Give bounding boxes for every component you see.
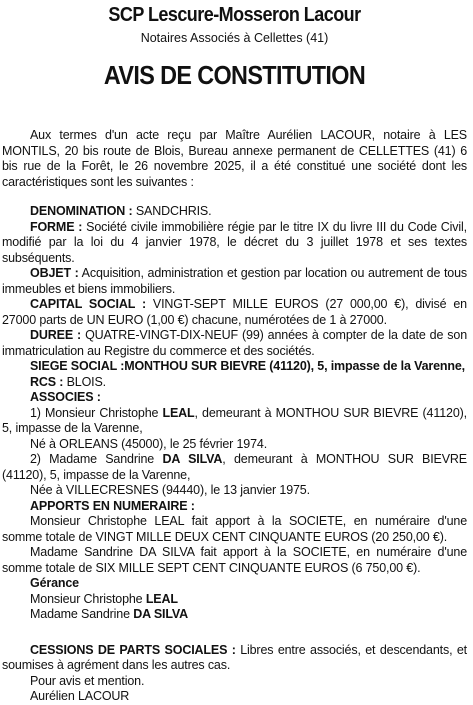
cessions-label: CESSIONS DE PARTS SOCIALES : [30, 642, 236, 657]
siege-line [2, 359, 467, 375]
associe-2-surname: DA SILVA [162, 452, 223, 466]
gerance-heading: Gérance [30, 576, 79, 590]
duree-label: DUREE : [30, 328, 82, 342]
signature: Aurélien LACOUR [30, 689, 130, 703]
objet-label: OBJET : [30, 266, 79, 280]
objet-line [2, 266, 467, 297]
closing-line: Pour avis et mention. [30, 673, 145, 688]
apport-1: Monsieur Christophe LEAL fait apport à la SOCIETE, en numéraire d'une somme totale de VINGT MILLE DEUX CENT CINQUANTE EUROS (20 250,00 €). [2, 514, 467, 544]
associes-heading: ASSOCIES : [30, 390, 101, 404]
rcs-line [2, 375, 467, 391]
firm-subtitle: Notaires Associés à Cellettes (41) [140, 31, 329, 45]
associe-1-birth: Né à ORLEANS (45000), le 25 février 1974. [30, 436, 268, 451]
forme-label: FORME : [30, 219, 83, 234]
denomination-value: SANDCHRIS. [132, 204, 212, 218]
capital-value: VINGT-SEPT MILLE EUROS (27 000,00 €), divisé en 27000 parts de UN EURO (1,00 €) chacune, numérotées de 1 à 27000. [2, 297, 467, 327]
forme-value: Société civile immobilière régie par le titre IX du livre III du Code Civil, modifié par la loi du 4 janvier 1978, le décret du 3 juillet 1978 et ses textes subséquents. [2, 219, 467, 265]
duree-value: QUATRE-VINGT-DIX-NEUF (99) années à compter de la date de son immatriculation au Registre du commerce et des sociétés. [2, 328, 468, 358]
objet-value: Acquisition, administration et gestion par location ou autrement de tous immeubles et biens immobiliers. [2, 266, 467, 296]
rcs-label: RCS : [30, 374, 64, 389]
notice-title: AVIS DE CONSTITUTION [103, 60, 366, 90]
notice-body [2, 128, 467, 705]
gerant-2: Madame Sandrine DA SILVA [30, 607, 189, 621]
firm-name: SCP Lescure-Mosseron Lacour [108, 4, 361, 26]
forme-line [2, 220, 467, 267]
cessions-line [2, 643, 467, 674]
associe-2: 2) Madame Sandrine DA SILVA, demeurant à MONTHOU SUR BIEVRE (41120), 5, impasse de la Varenne, [2, 452, 467, 482]
capital-line [2, 297, 467, 328]
siege-social: SIEGE SOCIAL :MONTHOU SUR BIEVRE (41120), 5, impasse de la Varenne, [30, 359, 466, 373]
duree-line [2, 328, 467, 359]
associe-2-birth: Née à VILLECRESNES (94440), le 13 janvier 1975. [30, 483, 310, 497]
apport-2: Madame Sandrine DA SILVA fait apport à la SOCIETE, en numéraire d'une somme totale de SIX MILLE SEPT CENT CINQUANTE EUROS (6 750,00 €). [2, 545, 467, 575]
associe-1: 1) Monsieur Christophe LEAL, demeurant à MONTHOU SUR BIEVRE (41120), 5, impasse de la Varenne, [2, 405, 467, 435]
capital-label: CAPITAL SOCIAL : [30, 297, 146, 311]
intro-paragraph: Aux termes d'un acte reçu par Maître Aurélien LACOUR, notaire à LES MONTILS, 20 bis route de Blois, Bureau annexe permanent de CELLETTES (41) 6 bis rue de la Forêt, le 26 novembre 2025, il a été constitué une société dont les caractéristiques sont les suivantes : [2, 128, 467, 189]
rcs-value: BLOIS. [63, 374, 106, 389]
denomination-line [2, 204, 467, 220]
gerant-1: Monsieur Christophe LEAL [30, 591, 178, 606]
apports-heading: APPORTS EN NUMERAIRE : [30, 498, 195, 513]
denomination-label: DENOMINATION : [30, 204, 133, 218]
cessions-value: Libres entre associés, et descendants, et soumises à agrément dans les autres cas. [2, 642, 467, 672]
associe-1-surname: LEAL [162, 405, 195, 420]
